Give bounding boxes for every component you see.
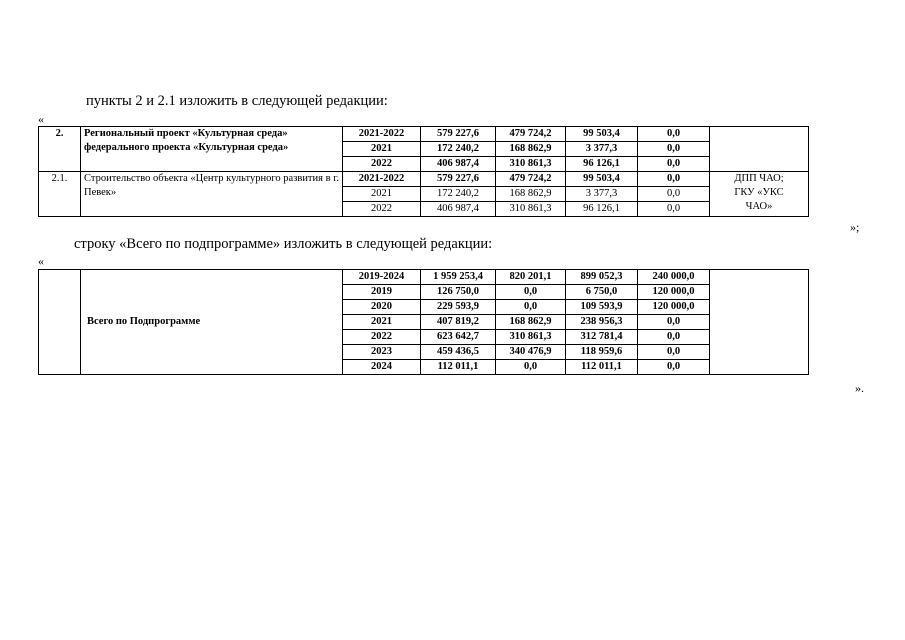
intro-paragraph-2: строку «Всего по подпрограмме» изложить в следующей редакции: — [74, 236, 493, 252]
other-cell: 0,0 — [638, 142, 710, 157]
close-quote-2: ». — [855, 381, 864, 395]
year-cell: 2021-2022 — [343, 127, 421, 142]
other-cell: 120 000,0 — [638, 300, 710, 315]
regional-cell: 112 011,1 — [566, 360, 638, 375]
total-cell: 579 227,6 — [421, 127, 496, 142]
other-cell: 240 000,0 — [638, 270, 710, 285]
year-cell: 2021-2022 — [343, 172, 421, 187]
open-quote-1: « — [38, 112, 44, 126]
total-cell: 406 987,4 — [421, 202, 496, 217]
federal-cell: 820 201,1 — [496, 270, 566, 285]
table-subprogram-total — [38, 269, 809, 375]
table-program-items — [38, 126, 809, 217]
other-cell: 0,0 — [638, 360, 710, 375]
other-cell: 120 000,0 — [638, 285, 710, 300]
regional-cell: 312 781,4 — [566, 330, 638, 345]
regional-cell: 3 377,3 — [566, 142, 638, 157]
other-cell: 0,0 — [638, 172, 710, 187]
close-quote-1: »; — [850, 220, 860, 234]
total-cell: 623 642,7 — [421, 330, 496, 345]
year-cell: 2022 — [343, 202, 421, 217]
federal-cell: 310 861,3 — [496, 330, 566, 345]
other-cell: 0,0 — [638, 330, 710, 345]
total-cell: 172 240,2 — [421, 187, 496, 202]
regional-cell: 99 503,4 — [566, 127, 638, 142]
responsible-cell — [710, 270, 809, 375]
regional-cell: 118 959,6 — [566, 345, 638, 360]
total-cell: 126 750,0 — [421, 285, 496, 300]
regional-cell: 99 503,4 — [566, 172, 638, 187]
total-cell: 407 819,2 — [421, 315, 496, 330]
year-cell: 2023 — [343, 345, 421, 360]
regional-cell: 6 750,0 — [566, 285, 638, 300]
row-name: Всего по Подпрограмме — [81, 270, 343, 375]
intro-paragraph-1: пункты 2 и 2.1 изложить в следующей редакции: — [86, 93, 388, 109]
federal-cell: 0,0 — [496, 285, 566, 300]
responsible-cell — [710, 127, 809, 172]
total-cell: 112 011,1 — [421, 360, 496, 375]
federal-cell: 310 861,3 — [496, 157, 566, 172]
regional-cell: 96 126,1 — [566, 157, 638, 172]
row-number — [39, 270, 81, 375]
year-cell: 2024 — [343, 360, 421, 375]
year-cell: 2022 — [343, 330, 421, 345]
table-row — [39, 270, 809, 285]
row-number: 2. — [39, 127, 81, 172]
total-cell: 1 959 253,4 — [421, 270, 496, 285]
federal-cell: 340 476,9 — [496, 345, 566, 360]
responsible-cell: ДПП ЧАО; ГКУ «УКС ЧАО» — [710, 172, 809, 217]
other-cell: 0,0 — [638, 127, 710, 142]
year-cell: 2021 — [343, 315, 421, 330]
table-row — [39, 127, 809, 142]
other-cell: 0,0 — [638, 202, 710, 217]
year-cell: 2019-2024 — [343, 270, 421, 285]
regional-cell: 3 377,3 — [566, 187, 638, 202]
federal-cell: 310 861,3 — [496, 202, 566, 217]
other-cell: 0,0 — [638, 157, 710, 172]
federal-cell: 168 862,9 — [496, 315, 566, 330]
regional-cell: 109 593,9 — [566, 300, 638, 315]
federal-cell: 479 724,2 — [496, 127, 566, 142]
regional-cell: 899 052,3 — [566, 270, 638, 285]
other-cell: 0,0 — [638, 187, 710, 202]
federal-cell: 0,0 — [496, 300, 566, 315]
row-number: 2.1. — [39, 172, 81, 217]
year-cell: 2019 — [343, 285, 421, 300]
total-cell: 229 593,9 — [421, 300, 496, 315]
row-name: Региональный проект «Культурная среда» федерального проекта «Культурная среда» — [81, 127, 343, 172]
federal-cell: 0,0 — [496, 360, 566, 375]
total-cell: 406 987,4 — [421, 157, 496, 172]
total-cell: 459 436,5 — [421, 345, 496, 360]
regional-cell: 96 126,1 — [566, 202, 638, 217]
federal-cell: 479 724,2 — [496, 172, 566, 187]
other-cell: 0,0 — [638, 345, 710, 360]
total-cell: 172 240,2 — [421, 142, 496, 157]
year-cell: 2020 — [343, 300, 421, 315]
table-row — [39, 172, 809, 187]
row-name: Строительство объекта «Центр культурного развития в г. Певек» — [81, 172, 343, 217]
other-cell: 0,0 — [638, 315, 710, 330]
regional-cell: 238 956,3 — [566, 315, 638, 330]
year-cell: 2021 — [343, 187, 421, 202]
federal-cell: 168 862,9 — [496, 142, 566, 157]
year-cell: 2022 — [343, 157, 421, 172]
open-quote-2: « — [38, 254, 44, 268]
year-cell: 2021 — [343, 142, 421, 157]
total-cell: 579 227,6 — [421, 172, 496, 187]
federal-cell: 168 862,9 — [496, 187, 566, 202]
